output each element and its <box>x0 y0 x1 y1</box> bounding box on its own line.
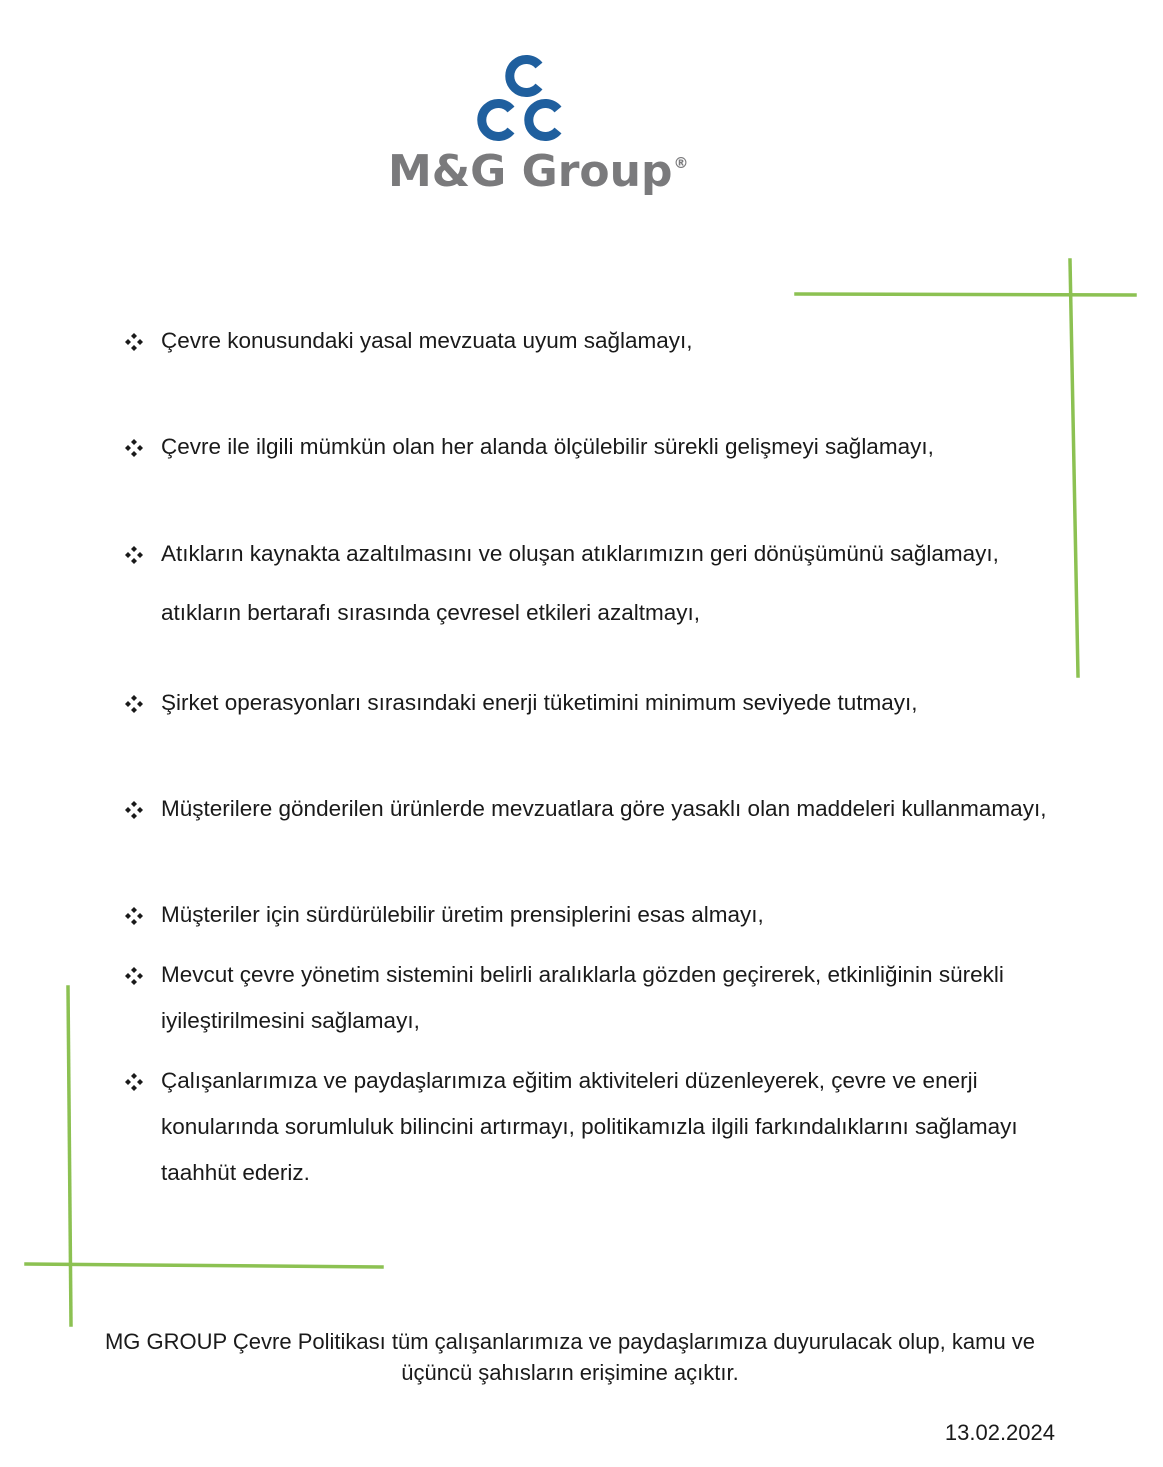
bottom-left-horizontal-line <box>26 1264 382 1267</box>
diamond-bullet-icon <box>122 786 146 832</box>
diamond-bullet-icon <box>122 424 146 470</box>
list-item <box>122 318 1052 364</box>
registered-mark: ® <box>673 154 689 172</box>
document-date: 13.02.2024 <box>944 1420 1055 1445</box>
list-item <box>122 424 1052 470</box>
list-item <box>122 524 1052 642</box>
list-item-text: Şirket operasyonları sırasındaki enerji tüketimini minimum seviyede tutmayı, <box>161 690 918 715</box>
list-item <box>122 1058 1052 1196</box>
list-item <box>122 892 1052 938</box>
list-item-text: Müşteriler için sürdürülebilir üretim prensiplerini esas almayı, <box>161 902 764 927</box>
diamond-bullet-icon <box>122 318 146 364</box>
footer-statement: MG GROUP Çevre Politikası tüm çalışanlarımıza ve paydaşlarımıza duyurulacak olup, kamu ve üçüncü şahısların erişimine açıktır. <box>104 1329 1036 1385</box>
list-item <box>122 680 1052 726</box>
list-item-text: Çalışanlarımıza ve paydaşlarımıza eğitim aktiviteleri düzenleyerek, çevre ve enerji konularında sorumluluk bilincini artırmayı, politikamızla ilgili farkındalıklarını sağlamayı taahhüt ederiz. <box>161 1068 1018 1185</box>
list-item <box>122 952 1052 1044</box>
list-item-text: Çevre ile ilgili mümkün olan her alanda ölçülebilir sürekli gelişmeyi sağlamayı, <box>161 434 934 459</box>
list-item-text: Atıkların kaynakta azaltılmasını ve oluşan atıklarımızın geri dönüşümünü sağlamayı, atıkların bertarafı sırasında çevresel etkileri azaltmayı, <box>161 541 999 625</box>
logo-name: M&G Group <box>388 146 673 197</box>
top-right-vertical-line <box>1070 260 1078 676</box>
list-item-text: Mevcut çevre yönetim sistemini belirli aralıklarla gözden geçirerek, etkinliğinin sürekli iyileştirilmesini sağlamayı, <box>161 962 1004 1033</box>
diamond-bullet-icon <box>122 1058 146 1104</box>
top-right-horizontal-line <box>796 294 1135 295</box>
diamond-bullet-icon <box>122 952 146 998</box>
diamond-bullet-icon <box>122 892 146 938</box>
diamond-bullet-icon <box>122 531 146 577</box>
bottom-left-vertical-line <box>68 987 71 1325</box>
list-item-text: Müşterilere gönderilen ürünlerde mevzuatlara göre yasaklı olan maddeleri kullanmamayı, <box>161 796 1047 821</box>
list-item-text: Çevre konusundaki yasal mevzuata uyum sağlamayı, <box>161 328 693 353</box>
list-item <box>122 786 1052 832</box>
diamond-bullet-icon <box>122 680 146 726</box>
